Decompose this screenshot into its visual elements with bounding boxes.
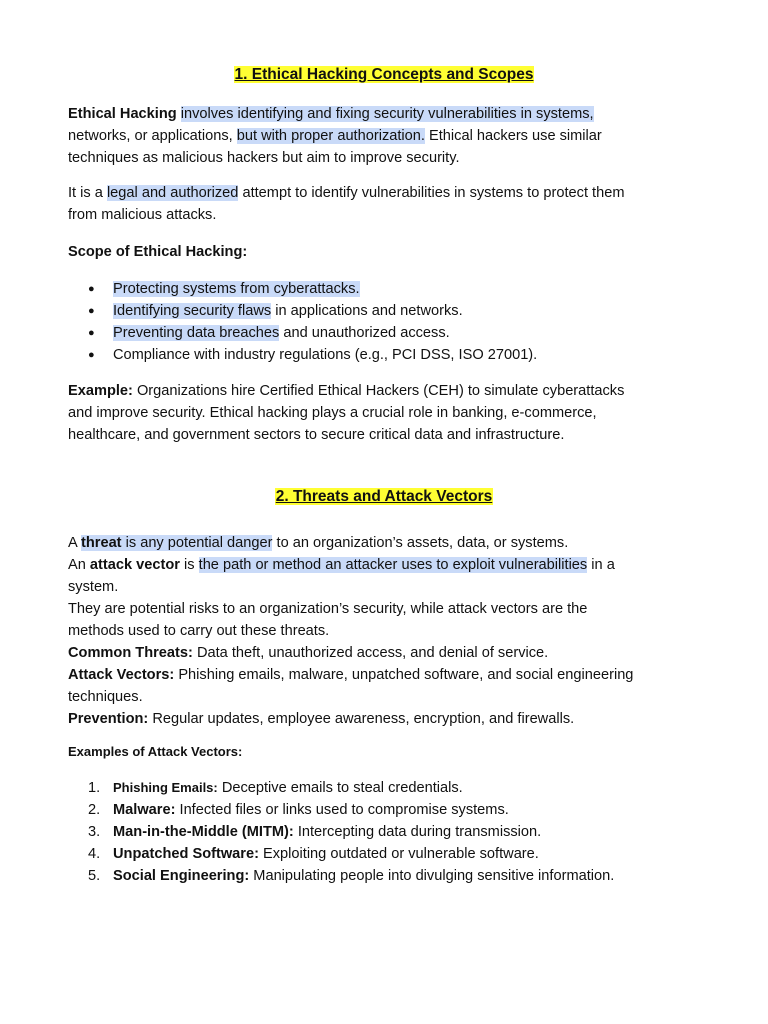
legal-paragraph: It is a legal and authorized attempt to identify vulnerabilities in systems to protect them from malicious attacks. (68, 185, 625, 223)
ethical-hacking-intro: Ethical Hacking involves identifying and fixing security vulnerabilities in systems, networks, or applications, but with proper authorization. Ethical hackers use similar techniques as malicious hackers but aim to improve security. (68, 106, 602, 166)
list-item: 3. Man-in-the-Middle (MITM): Intercepting data during transmission. (88, 824, 542, 840)
list-item: 4. Unpatched Software: Exploiting outdated or vulnerable software. (88, 846, 539, 862)
example-paragraph: Example: Organizations hire Certified Ethical Hackers (CEH) to simulate cyberattacks and improve security. Ethical hacking plays a crucial role in banking, e-commerce, healthcare, and government sectors to secure critical data and infrastructure. (68, 383, 625, 443)
list-item: ● Compliance with industry regulations (e.g., PCI DSS, ISO 27001). (88, 344, 708, 366)
scope-list (88, 278, 708, 366)
section-1-title: 1. Ethical Hacking Concepts and Scopes (234, 66, 534, 83)
section-2-title: 2. Threats and Attack Vectors (275, 488, 493, 505)
scope-heading: Scope of Ethical Hacking: (68, 244, 248, 260)
examples-heading: Examples of Attack Vectors: (68, 744, 243, 759)
examples-list (88, 777, 728, 887)
threat-definitions: A threat is any potential danger to an organization’s assets, data, or systems. An attack vector is the path or method an attacker uses to exploit vulnerabilities in a system. They are potential risks to an organization’s security, while attack vectors are the methods used to carry out these threats. Common Threats: Data theft, unauthorized access, and denial of service. Attack Vectors: Phishing emails, malware, unpatched software, and social engineering techniques. Prevention: Regular updates, employee awareness, encryption, and firewalls. (68, 535, 634, 727)
list-item: ● Preventing data breaches and unauthorized access. (88, 322, 708, 344)
list-item: ● Identifying security flaws in applications and networks. (88, 300, 708, 322)
list-item: 5. Social Engineering: Manipulating people into divulging sensitive information. (88, 868, 615, 884)
list-item: 2. Malware: Infected files or links used to compromise systems. (88, 802, 509, 818)
list-item: 1. Phishing Emails: Deceptive emails to steal credentials. (88, 780, 463, 796)
list-item: ● Protecting systems from cyberattacks. (88, 278, 708, 300)
